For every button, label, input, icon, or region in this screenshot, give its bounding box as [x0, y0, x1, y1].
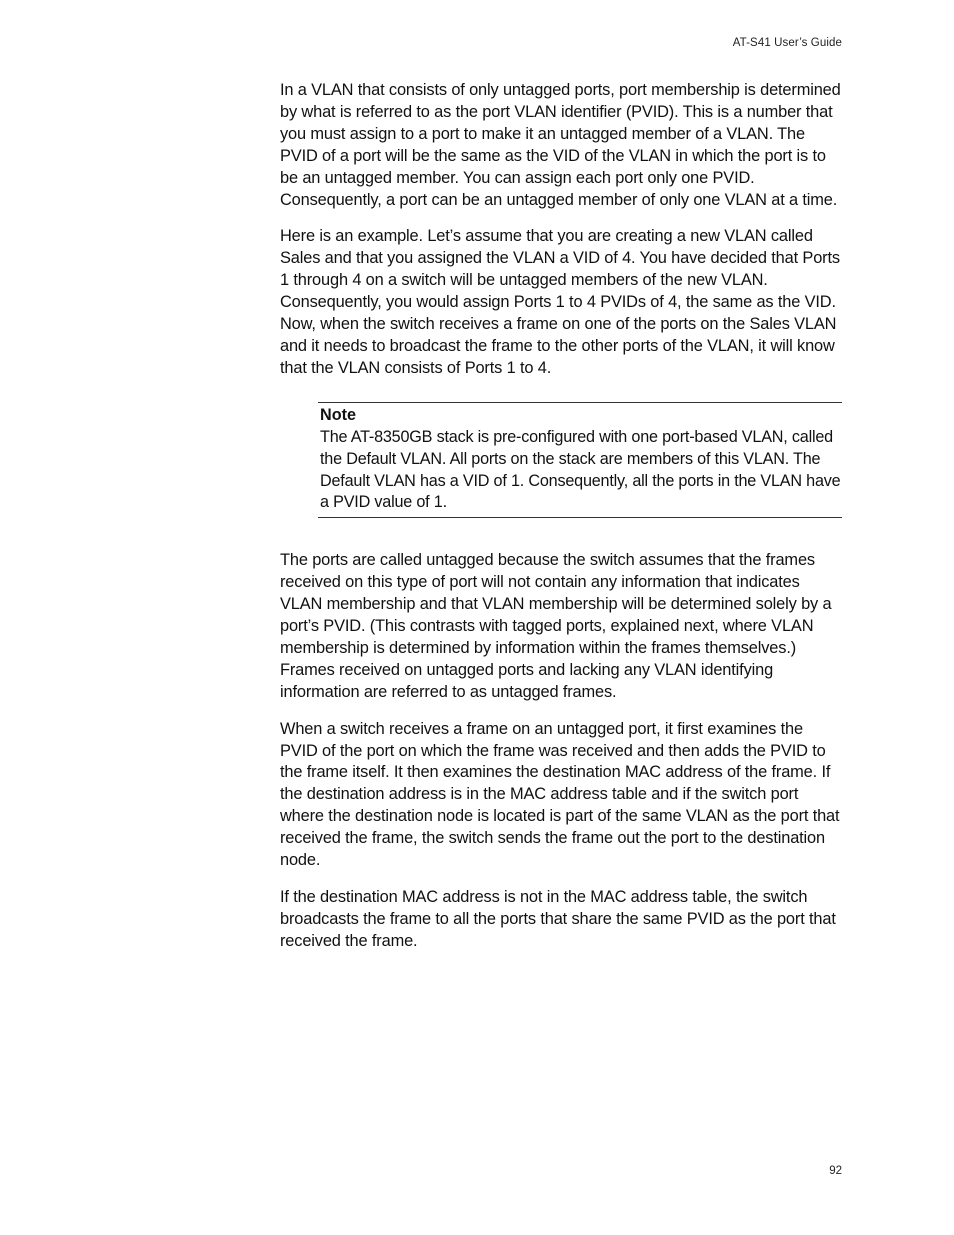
note-box: [318, 402, 842, 519]
page-body: [280, 80, 842, 968]
page-number: 92: [829, 1165, 842, 1177]
running-header: AT-S41 User’s Guide: [732, 37, 842, 49]
paragraph-broadcast: If the destination MAC address is not in the MAC address table, the switch broadcasts the frame to all the ports that share the same PVID as the port that received the frame.: [280, 888, 836, 950]
note-title: Note: [320, 405, 356, 424]
note-text: The AT-8350GB stack is pre-configured with one port-based VLAN, called the Default VLAN. All ports on the stack are members of this VLAN. The Default VLAN has a VID of 1. Consequently, all the ports in the VLAN have a PVID value of 1.: [320, 427, 841, 512]
paragraph-untagged-explanation: The ports are called untagged because the switch assumes that the frames received on this type of port will not contain any information that indicates VLAN membership and that VLAN membership will be determined solely by a port’s PVID. (This contrasts with tagged ports, explained next, where VLAN membership is determined by information within the frames themselves.) Frames received on untagged ports and lacking any VLAN identifying information are referred to as untagged frames.: [280, 551, 832, 701]
paragraph-frame-handling: When a switch receives a frame on an untagged port, it first examines the PVID of the port on which the frame was received and then adds the PVID to the frame itself. It then examines the destination MAC address of the frame. If the destination address is in the MAC address table and if the switch port where the destination node is located is part of the same VLAN as the port that received the frame, the switch sends the frame out the port to the destination node.: [280, 719, 840, 870]
paragraph-untagged-ports: In a VLAN that consists of only untagged ports, port membership is determined by what is referred to as the port VLAN identifier (PVID). This is a number that you must assign to a port to make it an untagged member of a VLAN. The PVID of a port will be the same as the VID of the VLAN in which the port is to be an untagged member. You can assign each port only one PVID. Consequently, a port can be an untagged member of only one VLAN at a time.: [280, 81, 841, 209]
paragraph-example: Here is an example. Let’s assume that you are creating a new VLAN called Sales and that you assigned the VLAN a VID of 4. You have decided that Ports 1 through 4 on a switch will be untagged members of the new VLAN. Consequently, you would assign Ports 1 to 4 PVIDs of 4, the same as the VID. Now, when the switch receives a frame on one of the ports on the Sales VLAN and it needs to broadcast the frame to the other ports of the VLAN, it will know that the VLAN consists of Ports 1 to 4.: [280, 227, 840, 377]
